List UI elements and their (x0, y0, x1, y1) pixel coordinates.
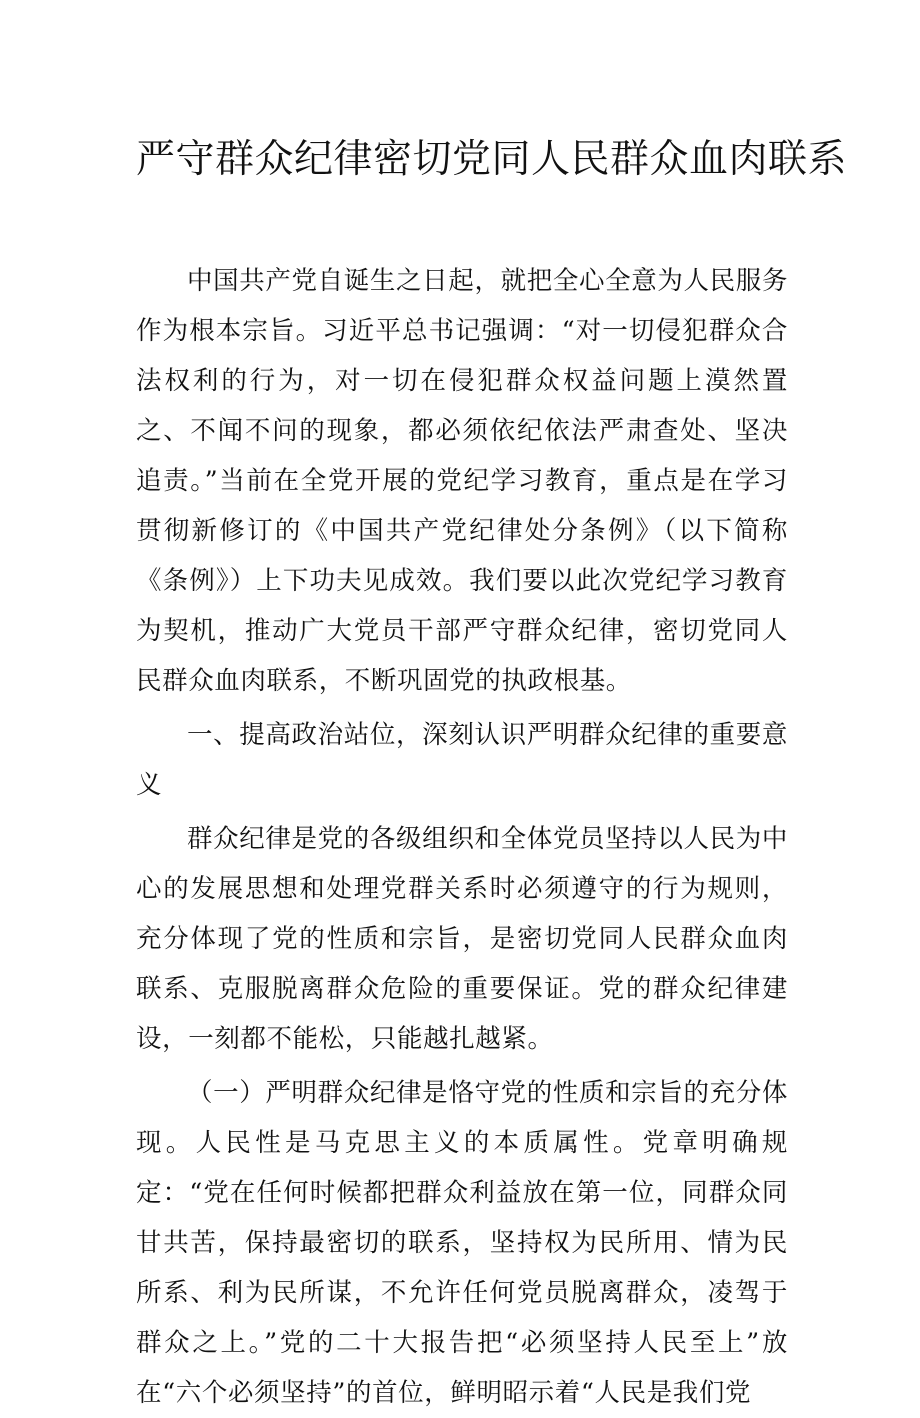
section-heading-1: 一、提高政治站位，深刻认识严明群众纪律的重要意义 (136, 720, 788, 800)
section-1-paragraph: 群众纪律是党的各级组织和全体党员坚持以人民为中心的发展思想和处理党群关系时必须遵守的行为规则，充分体现了党的性质和宗旨，是密切党同人民群众血肉联系、克服脱离群众危险的重要保证。党的群众纪律建设，一刻都不能松，只能越扎越紧。 (136, 824, 788, 1054)
intro-paragraph: 中国共产党自诞生之日起，就把全心全意为人民服务作为根本宗旨。习近平总书记强调：“对一切侵犯群众合法权利的行为，对一切在侵犯群众权益问题上漠然置之、不闻不问的现象，都必须依纪依法严肃查处、坚决追责。”当前在全党开展的党纪学习教育，重点是在学习贯彻新修订的《中国共产党纪律处分条例》（以下简称《条例》）上下功夫见成效。我们要以此次党纪学习教育为契机，推动广大党员干部严守群众纪律，密切党同人民群众血肉联系，不断巩固党的执政根基。 (136, 266, 788, 696)
document-title: 严守群众纪律密切党同人民群众血肉联系 (136, 137, 848, 182)
subsection-1-paragraph: （一）严明群众纪律是恪守党的性质和宗旨的充分体现。人民性是马克思主义的本质属性。党章明确规定：“党在任何时候都把群众利益放在第一位，同群众同甘共苦，保持最密切的联系，坚持权为民所用、情为民所系、利为民所谋，不允许任何党员脱离群众，凌驾于群众之上。”党的二十大报告把“必须坚持人民至上”放在“六个必须坚持”的首位，鲜明昭示着“人民是我们党 (136, 1078, 788, 1408)
document-body (136, 256, 788, 1418)
